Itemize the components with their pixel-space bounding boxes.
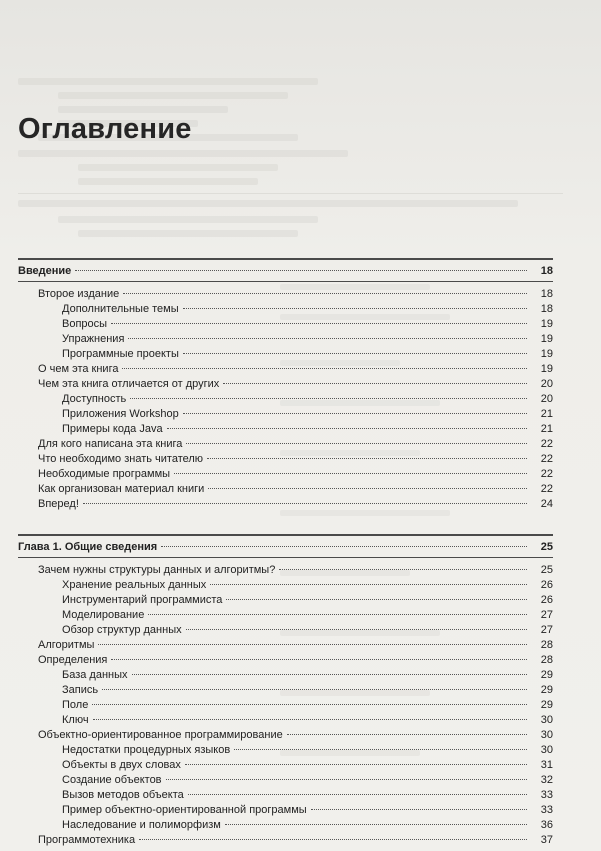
- toc-entry-title: Второе издание: [38, 288, 120, 300]
- toc-entry: [18, 392, 553, 407]
- dot-leader: [122, 367, 527, 369]
- toc-page-number: 19: [540, 333, 553, 345]
- toc-entry: [18, 713, 553, 728]
- toc-entry: [18, 593, 553, 608]
- toc-page-number: 33: [540, 789, 553, 801]
- toc-entry-title: Зачем нужны структуры данных и алгоритмы?: [38, 564, 276, 576]
- toc-entry-title: Как организован материал книги: [38, 483, 205, 495]
- dot-leader: [186, 442, 527, 444]
- toc-entry-title: Примеры кода Java: [62, 423, 163, 435]
- toc-page-number: 29: [540, 684, 553, 696]
- toc-page-number: 27: [540, 624, 553, 636]
- toc-entry: [18, 638, 553, 653]
- toc-page-number: 22: [540, 453, 553, 465]
- toc-entry-title: Упражнения: [62, 333, 125, 345]
- toc-entry: [18, 578, 553, 593]
- dot-leader: [139, 838, 527, 840]
- dot-leader: [128, 337, 527, 339]
- toc-entry-title: Определения: [38, 654, 108, 666]
- dot-leader: [226, 598, 527, 600]
- toc-page-number: 19: [540, 318, 553, 330]
- toc-entry-title: Алгоритмы: [38, 639, 95, 651]
- dot-leader: [185, 763, 527, 765]
- toc-entry-title: Пример объектно-ориентированной программы: [62, 804, 307, 816]
- toc-page-number: 30: [540, 744, 553, 756]
- toc-entry-title: Объектно-ориентированное программирование: [38, 729, 283, 741]
- toc-entry: [18, 608, 553, 623]
- toc-entry: [18, 788, 553, 803]
- toc-entry-title: Необходимые программы: [38, 468, 171, 480]
- toc-page-number: 22: [540, 468, 553, 480]
- toc-entry: [18, 452, 553, 467]
- table-of-contents: [18, 258, 553, 848]
- toc-page-number: 18: [540, 303, 553, 315]
- dot-leader: [223, 382, 527, 384]
- toc-page-number: 24: [540, 498, 553, 510]
- toc-page-number: 21: [540, 423, 553, 435]
- dot-leader: [186, 628, 527, 630]
- toc-entry: [18, 317, 553, 332]
- toc-entry-title: Инструментарий программиста: [62, 594, 223, 606]
- toc-entry: [18, 818, 553, 833]
- toc-page-number: 28: [540, 639, 553, 651]
- toc-entry-title: База данных: [62, 669, 128, 681]
- toc-page-number: 21: [540, 408, 553, 420]
- toc-entry-title: Недостатки процедурных языков: [62, 744, 231, 756]
- toc-entry: [18, 437, 553, 452]
- dot-leader: [123, 292, 527, 294]
- toc-entry: [18, 287, 553, 302]
- dot-leader: [130, 397, 527, 399]
- toc-entry: [18, 407, 553, 422]
- toc-page-number: 25: [540, 540, 553, 553]
- toc-entry: [18, 422, 553, 437]
- toc-entry-title: Вперед!: [38, 498, 79, 510]
- toc-entry: [18, 467, 553, 482]
- dot-leader: [208, 487, 527, 489]
- toc-page-number: 22: [540, 438, 553, 450]
- toc-page-number: 18: [540, 288, 553, 300]
- dot-leader: [98, 643, 527, 645]
- toc-entry: [18, 683, 553, 698]
- toc-section: [18, 534, 553, 848]
- toc-entry: [18, 743, 553, 758]
- toc-entry: [18, 728, 553, 743]
- toc-page-number: 20: [540, 393, 553, 405]
- toc-page-number: 30: [540, 714, 553, 726]
- toc-page-number: 19: [540, 363, 553, 375]
- toc-page-number: 22: [540, 483, 553, 495]
- toc-entry-title: Дополнительные темы: [62, 303, 179, 315]
- toc-entry-title: Доступность: [62, 393, 127, 405]
- dot-leader: [207, 457, 527, 459]
- dot-leader: [83, 502, 527, 504]
- toc-entry: [18, 803, 553, 818]
- toc-entry-title: Хранение реальных данных: [62, 579, 207, 591]
- toc-page-number: 27: [540, 609, 553, 621]
- dot-leader: [210, 583, 527, 585]
- dot-leader: [311, 808, 527, 810]
- toc-entry-title: Чем эта книга отличается от других: [38, 378, 220, 390]
- toc-page-number: 31: [540, 759, 553, 771]
- toc-page-number: 36: [540, 819, 553, 831]
- toc-entry: [18, 758, 553, 773]
- dot-leader: [183, 352, 527, 354]
- toc-page-number: 33: [540, 804, 553, 816]
- dot-leader: [102, 688, 527, 690]
- toc-entry: [18, 332, 553, 347]
- dot-leader: [111, 322, 527, 324]
- dot-leader: [167, 427, 527, 429]
- toc-page-number: 26: [540, 579, 553, 591]
- dot-leader: [234, 748, 527, 750]
- toc-entry: [18, 347, 553, 362]
- dot-leader: [92, 703, 527, 705]
- toc-entry: [18, 302, 553, 317]
- toc-section-heading: [18, 260, 553, 281]
- toc-entry: [18, 482, 553, 497]
- toc-page-number: 37: [540, 834, 553, 846]
- toc-entry-title: Ключ: [62, 714, 89, 726]
- toc-section: [18, 258, 553, 512]
- toc-entry-title: Наследование и полиморфизм: [62, 819, 221, 831]
- toc-entry-title: Программотехника: [38, 834, 136, 846]
- dot-leader: [188, 793, 527, 795]
- toc-entry: [18, 377, 553, 392]
- dot-leader: [183, 412, 527, 414]
- toc-page-number: 19: [540, 348, 553, 360]
- toc-entry-title: Обзор структур данных: [62, 624, 182, 636]
- toc-entry-title: Создание объектов: [62, 774, 162, 786]
- toc-entry: [18, 773, 553, 788]
- toc-page-number: 28: [540, 654, 553, 666]
- dot-leader: [174, 472, 527, 474]
- toc-entry-title: Для кого написана эта книга: [38, 438, 183, 450]
- toc-entry-title: Глава 1. Общие сведения: [18, 540, 158, 553]
- dot-leader: [183, 307, 527, 309]
- dot-leader: [148, 613, 527, 615]
- toc-entry: [18, 833, 553, 848]
- toc-section-heading: [18, 536, 553, 557]
- toc-entry-title: Что необходимо знать читателю: [38, 453, 204, 465]
- toc-page-number: 18: [540, 264, 553, 277]
- dot-leader: [75, 269, 527, 271]
- dot-leader: [93, 718, 527, 720]
- toc-entry-title: Запись: [62, 684, 99, 696]
- toc-entry-title: О чем эта книга: [38, 363, 119, 375]
- toc-entry: [18, 698, 553, 713]
- dot-leader: [287, 733, 527, 735]
- dot-leader: [225, 823, 527, 825]
- toc-entry: [18, 563, 553, 578]
- toc-entry: [18, 362, 553, 377]
- toc-entry: [18, 623, 553, 638]
- dot-leader: [279, 568, 527, 570]
- page-title: Оглавление: [18, 113, 192, 145]
- section-gap: [18, 512, 553, 534]
- toc-page-number: 20: [540, 378, 553, 390]
- toc-entry: [18, 653, 553, 668]
- toc-page-number: 25: [540, 564, 553, 576]
- dot-leader: [111, 658, 527, 660]
- dot-leader: [132, 673, 527, 675]
- dot-leader: [166, 778, 527, 780]
- toc-entry-title: Приложения Workshop: [62, 408, 179, 420]
- toc-page-number: 30: [540, 729, 553, 741]
- toc-page-number: 26: [540, 594, 553, 606]
- toc-page-number: 29: [540, 669, 553, 681]
- toc-entry: [18, 497, 553, 512]
- toc-entry-title: Вызов методов объекта: [62, 789, 184, 801]
- toc-entry-title: Программные проекты: [62, 348, 179, 360]
- toc-entry-title: Введение: [18, 264, 72, 277]
- toc-entry-title: Поле: [62, 699, 89, 711]
- toc-page-number: 29: [540, 699, 553, 711]
- toc-page-number: 32: [540, 774, 553, 786]
- toc-entry-title: Объекты в двух словах: [62, 759, 181, 771]
- toc-entry-title: Моделирование: [62, 609, 145, 621]
- toc-entry: [18, 668, 553, 683]
- toc-entry-title: Вопросы: [62, 318, 108, 330]
- dot-leader: [161, 545, 527, 547]
